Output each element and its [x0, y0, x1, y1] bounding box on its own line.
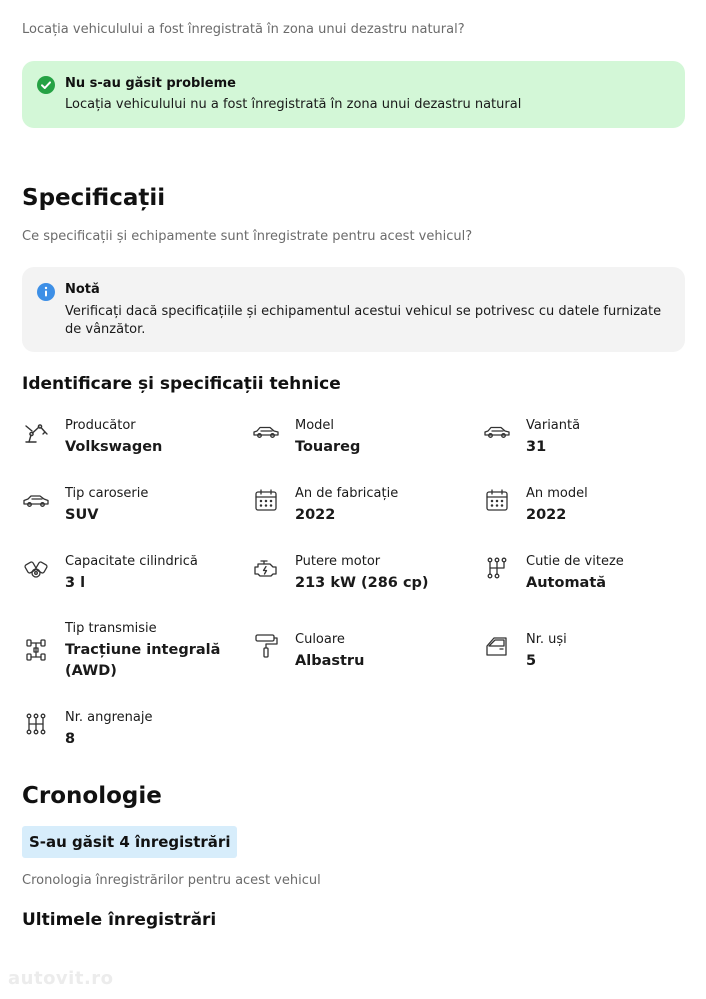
spec-label: Model [295, 418, 335, 433]
latest-records-title: Ultimele înregistrări [22, 910, 217, 930]
spec-label: Tip caroserie [65, 486, 149, 501]
spec-value: Volkswagen [65, 439, 163, 455]
disaster-question: Locația vehiculului a fost înregistrată în zona unui dezastru natural? [22, 22, 465, 37]
spec-label: Tip transmisie [65, 621, 157, 636]
car-body-icon [22, 486, 50, 514]
spec-label: An model [526, 486, 588, 501]
specs-note-text: Verificați dacă specificațiile și echipamentul acestui vehicul se potrivesc cu datele furnizate de vânzător. [65, 304, 662, 337]
spec-label: Culoare [295, 632, 345, 647]
spec-label: Cutie de viteze [526, 554, 624, 569]
spec-label: Putere motor [295, 554, 381, 569]
check-circle-icon [37, 76, 55, 94]
car-door-icon [483, 632, 511, 660]
spec-value: Touareg [295, 439, 361, 455]
calendar-icon [252, 486, 280, 514]
timeline-intro: Cronologia înregistrărilor pentru acest vehicul [22, 873, 321, 888]
spec-label: Variantă [526, 418, 581, 433]
spec-value: 2022 [526, 507, 567, 523]
spec-value: Albastru [295, 653, 365, 669]
timeline-title: Cronologie [22, 783, 162, 809]
specs-subtitle: Identificare și specificații tehnice [22, 374, 341, 394]
engine-cylinders-icon [22, 554, 50, 582]
watermark: autovit.ro [8, 968, 114, 989]
spec-label: Capacitate cilindrică [65, 554, 198, 569]
records-count-badge: S-au găsit 4 înregistrări [22, 826, 237, 858]
info-icon [37, 283, 55, 301]
spec-label: Producător [65, 418, 136, 433]
spec-value: Automată [526, 575, 607, 591]
disaster-status-alert [22, 61, 685, 128]
spec-value: 2022 [295, 507, 336, 523]
gearbox-icon [483, 554, 511, 582]
spec-value: 31 [526, 439, 547, 455]
car-icon [483, 418, 511, 446]
specs-title: Specificații [22, 185, 166, 211]
specs-intro: Ce specificații și echipamente sunt înregistrate pentru acest vehicul? [22, 229, 473, 244]
robot-arm-icon [22, 418, 50, 446]
spec-value: SUV [65, 507, 99, 523]
spec-value: 213 kW (286 cp) [295, 575, 429, 591]
calendar-icon [483, 486, 511, 514]
drivetrain-icon [22, 636, 50, 664]
spec-label: An de fabricație [295, 486, 399, 501]
spec-value: 5 [526, 653, 537, 669]
gears-icon [22, 710, 50, 738]
specs-note-alert [22, 267, 685, 352]
spec-label: Nr. angrenaje [65, 710, 153, 725]
disaster-status-title: Nu s-au găsit probleme [65, 76, 236, 91]
disaster-status-text: Locația vehiculului nu a fost înregistrată în zona unui dezastru natural [65, 97, 522, 112]
car-icon [252, 418, 280, 446]
spec-label: Nr. uși [526, 632, 567, 647]
specs-note-title: Notă [65, 282, 100, 297]
paint-roller-icon [252, 632, 280, 660]
spec-value: Tracțiune integrală (AWD) [65, 642, 221, 679]
spec-value: 8 [65, 731, 76, 747]
engine-power-icon [252, 554, 280, 582]
spec-value: 3 l [65, 575, 86, 591]
